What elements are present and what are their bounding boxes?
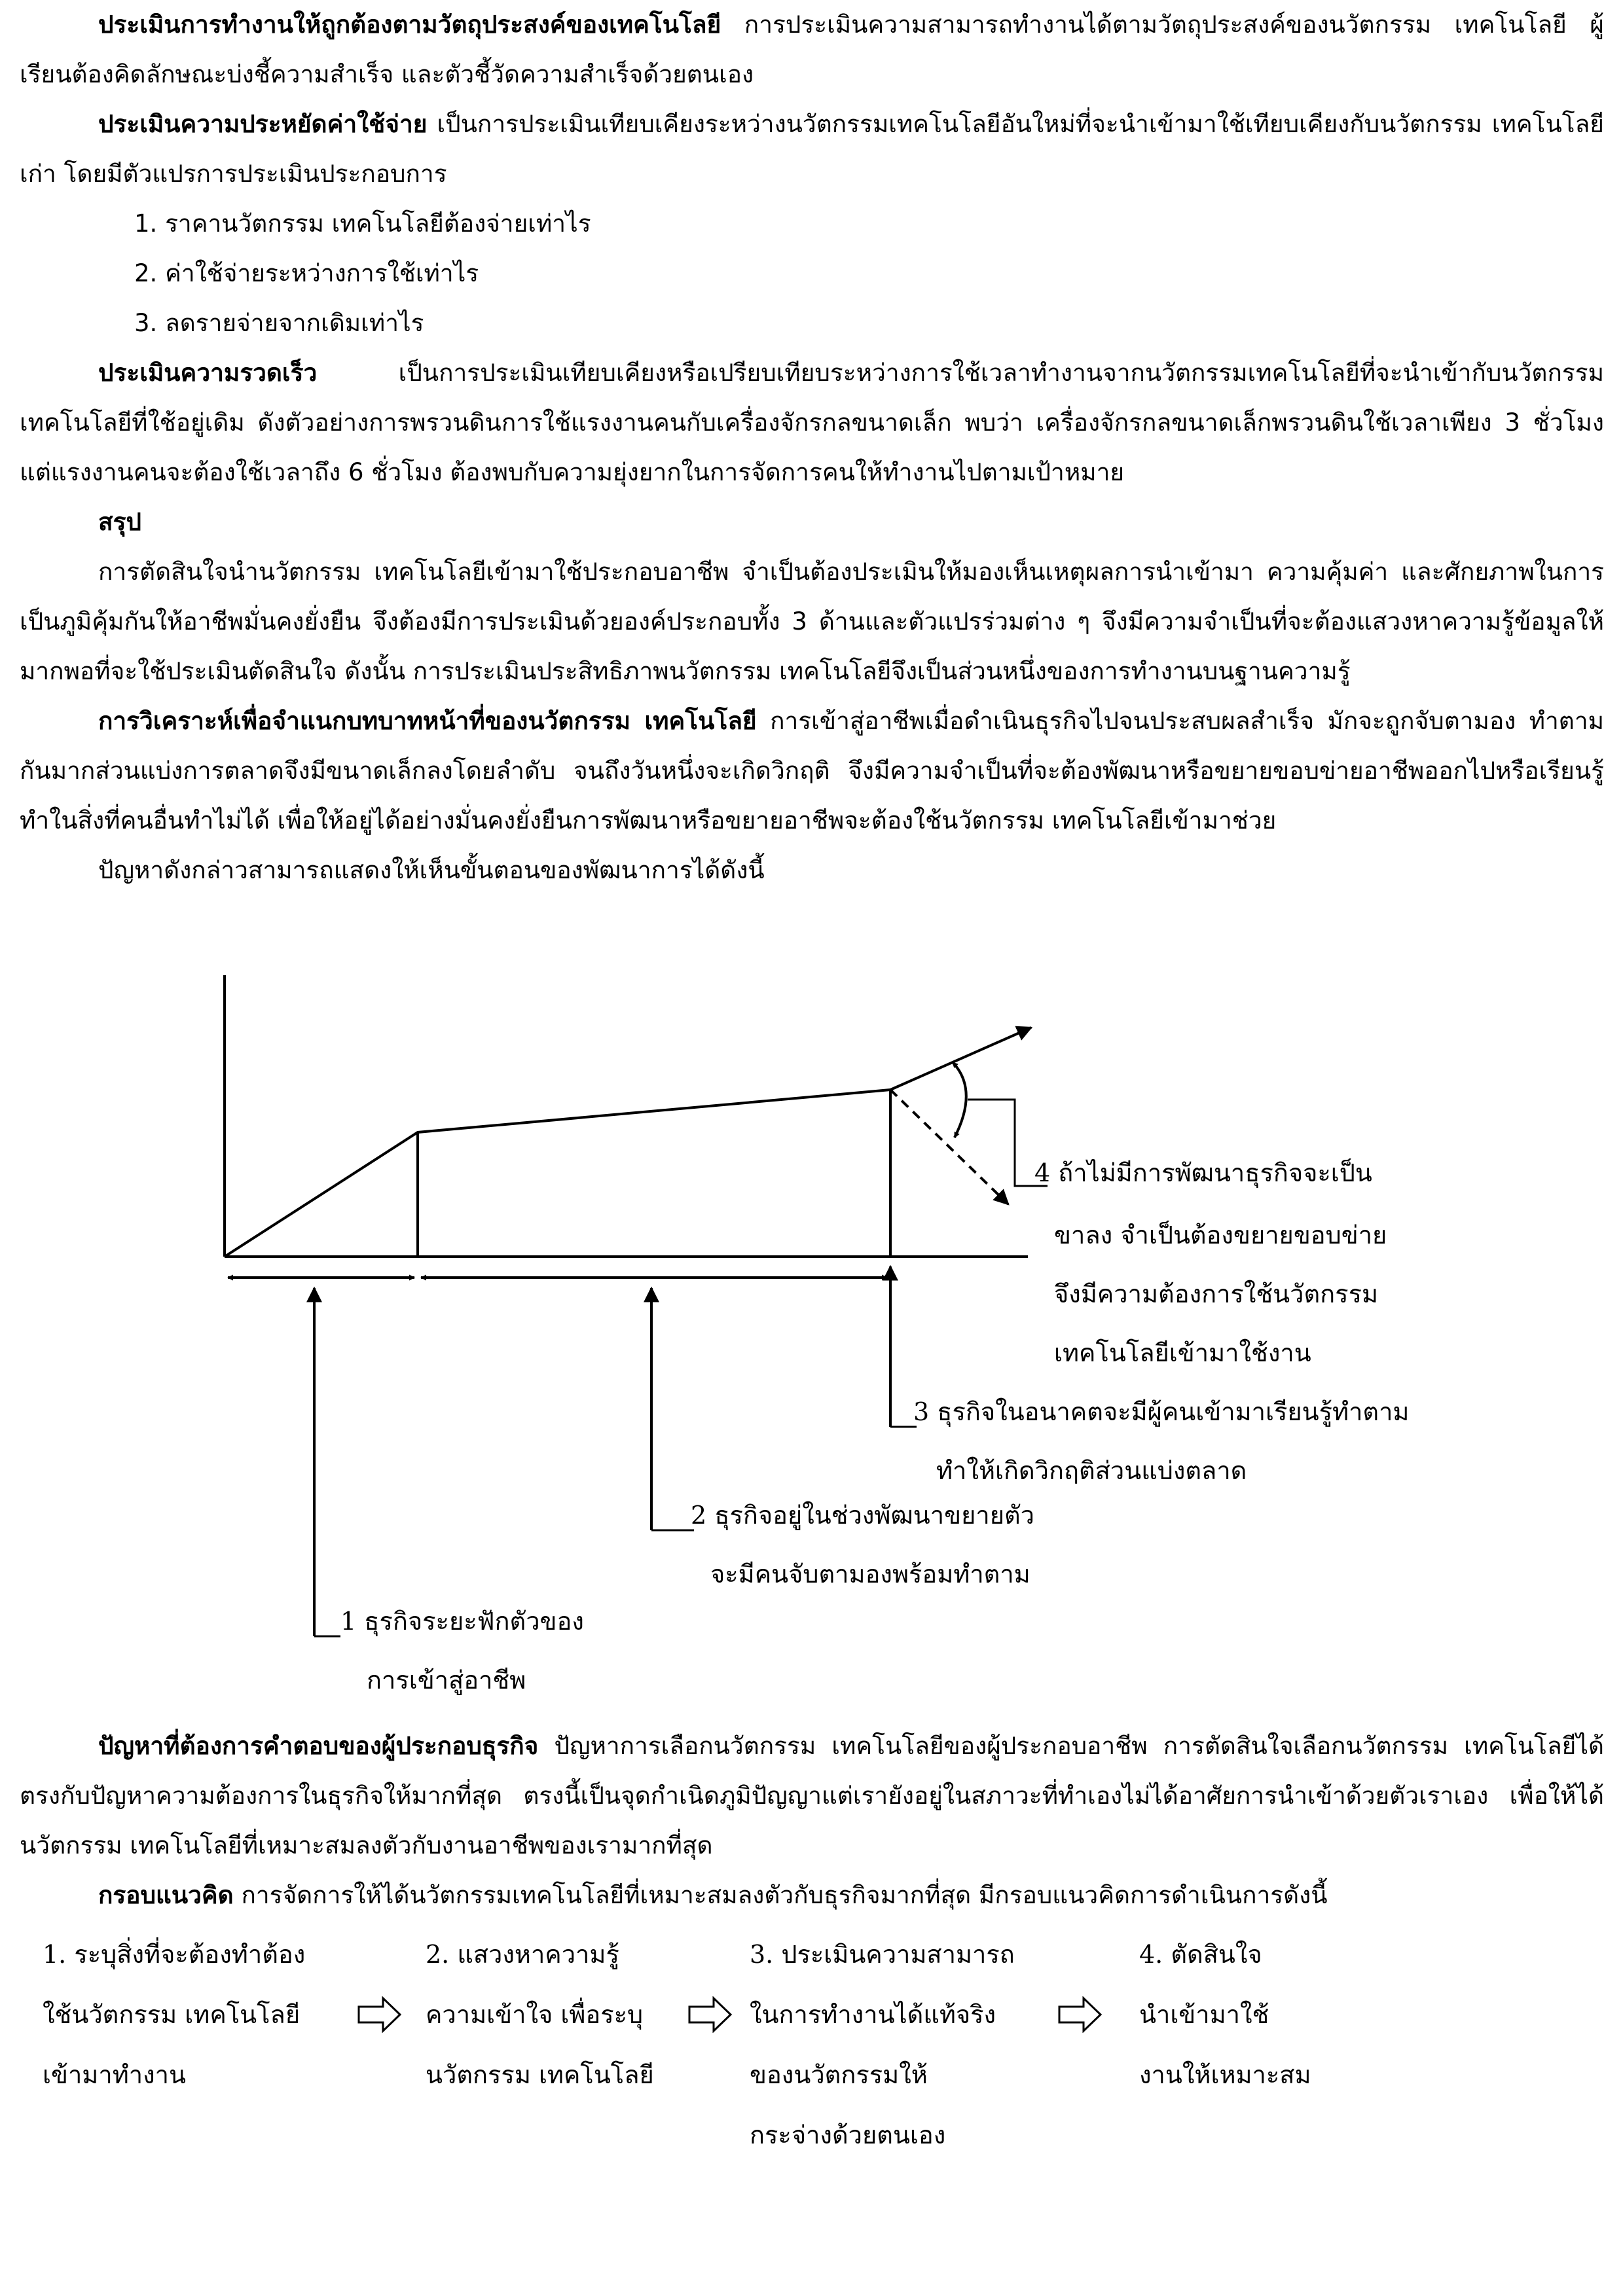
label-1-line-1: 1 ธุรกิจระยะฟักตัวของ — [340, 1607, 584, 1636]
flow-step-4-line-2: นำเข้ามาใช้ — [1139, 2000, 1269, 2029]
cost-item-1: 1. ราคานวัตกรรม เทคโนโลยีต้องจ่ายเท่าไร — [134, 209, 591, 238]
flow-step-2 — [426, 1924, 654, 2105]
flow-step-1-line-2: ใช้นวัตกรรม เทคโนโลยี — [43, 2000, 301, 2029]
flow-step-3 — [750, 1924, 1015, 2165]
paragraph-problem — [20, 1721, 1604, 1871]
label-4-line-2: ขาลง จำเป็นต้องขยายขอบข่าย — [1054, 1221, 1387, 1249]
body-analysis: การเข้าสู่อาชีพเมื่อดำเนินธุรกิจไปจนประสบผลสำเร็จ มักจะถูกจับตามอง ทำตามกันมากส่วนแบ่งการตลาดจึงมีขนาดเล็กลงโดยลำดับ จนถึงวันหนึ่งจะเกิดวิกฤติ จึงมีความจำเป็นที่จะต้องพัฒนาหรือขยายขอบข่ายอาชีพออกไปหรือเรียนรู้ทำในสิ่งที่คนอื่นทำไม่ได้ เพื่อให้อยู่ได้อย่างมั่นคงยั่งยืนการพัฒนาหรือขยายอาชีพจะต้องใช้นวัตกรรม เทคโนโลยีเข้ามาช่วย — [20, 707, 1604, 834]
framework-flow — [0, 1924, 1623, 2173]
flow-step-3-line-1: 3. ประเมินความสามารถ — [750, 1940, 1015, 1969]
label-2-line-1: 2 ธุรกิจอยู่ในช่วงพัฒนาขยายตัว — [691, 1501, 1034, 1530]
flow-step-4-line-3: งานให้เหมาะสม — [1139, 2060, 1311, 2089]
label-3-line-2: ทำให้เกิดวิกฤติส่วนแบ่งตลาด — [936, 1456, 1247, 1485]
label-4-line-3: จึงมีความต้องการใช้นวัตกรรม — [1054, 1280, 1379, 1308]
heading-problem: ปัญหาที่ต้องการคำตอบของผู้ประกอบธุรกิจ — [98, 1732, 539, 1760]
flow-step-4-line-1: 4. ตัดสินใจ — [1139, 1940, 1262, 1969]
flow-step-1-line-3: เข้ามาทำงาน — [43, 2060, 186, 2089]
decline-arrow — [890, 1090, 1008, 1204]
development-diagram — [0, 975, 1623, 1708]
body-cost: เป็นการประเมินเทียบเคียงระหว่างนวัตกรรมเทคโนโลยีอันใหม่ที่จะนำเข้ามาใช้เทียบเคียงกับนวัตกรรม เทคโนโลยีเก่า โดยมีตัวแปรการประเมินประกอบการ — [20, 110, 1604, 188]
cost-item-2: 2. ค่าใช้จ่ายระหว่างการใช้เท่าไร — [134, 259, 479, 287]
body-framework: การจัดการให้ได้นวัตกรรมเทคโนโลยีที่เหมาะสมลงตัวกับธุรกิจมากที่สุด มีกรอบแนวคิดการดำเนินการดังนี้ — [233, 1881, 1328, 1909]
heading-effectiveness: ประเมินการทำงานให้ถูกต้องตามวัตถุประสงค์ของเทคโนโลยี — [98, 10, 721, 39]
text-block-bottom — [20, 1721, 1604, 1920]
label-4-line-4: เทคโนโลยีเข้ามาใช้งาน — [1054, 1338, 1311, 1367]
angle-arc — [953, 1062, 966, 1138]
heading-analysis: การวิเคราะห์เพื่อจำแนกบทบาทหน้าที่ของนวัตกรรม เทคโนโลยี — [98, 707, 757, 735]
heading-speed: ประเมินความรวดเร็ว — [98, 359, 318, 387]
flow-step-3-line-2: ในการทำงานได้แท้จริง — [750, 2000, 996, 2029]
text-block-top — [20, 0, 1604, 895]
summary-paragraph: การตัดสินใจนำนวัตกรรม เทคโนโลยีเข้ามาใช้ประกอบอาชีพ จำเป็นต้องประเมินให้มองเห็นเหตุผลการนำเข้ามา ความคุ้มค่า และศักยภาพในการเป็นภูมิคุ้มกันให้อาชีพมั่นคงยั่งยืน จึงต้องมีการประเมินด้วยองค์ประกอบทั้ง 3 ด้านและตัวแปรร่วมต่าง ๆ จึงมีความจำเป็นที่จะต้องแสวงหาความรู้ข้อมูลให้มากพอที่จะใช้ประเมินตัดสินใจ ดังนั้น การประเมินประสิทธิภาพนวัตกรรม เทคโนโลยีจึงเป็นส่วนหนึ่งของการทำงานบนฐานความรู้ — [20, 558, 1604, 685]
heading-framework: กรอบแนวคิด — [98, 1881, 234, 1909]
paragraph-framework — [20, 1871, 1604, 1920]
paragraph-cost — [20, 99, 1604, 199]
label-3-line-1: 3 ธุรกิจในอนาคตจะมีผู้คนเข้ามาเรียนรู้ทำตาม — [913, 1397, 1410, 1426]
label-4-line-1: 4 ถ้าไม่มีการพัฒนาธุรกิจจะเป็น — [1034, 1158, 1372, 1187]
flow-arrow-3-icon — [1057, 1996, 1103, 2033]
label-1-line-2: การเข้าสู่อาชีพ — [367, 1666, 526, 1695]
flow-step-3-line-4: กระจ่างด้วยตนเอง — [750, 2121, 946, 2149]
flow-step-4 — [1139, 1924, 1311, 2105]
label-2-line-2: จะมีคนจับตามองพร้อมทำตาม — [710, 1560, 1030, 1588]
heading-cost: ประเมินความประหยัดค่าใช้จ่าย — [98, 110, 428, 138]
flow-step-1 — [43, 1924, 305, 2105]
flow-step-3-line-3: ของนวัตกรรมให้ — [750, 2060, 928, 2089]
paragraph-analysis — [20, 696, 1604, 846]
cost-item-3: 3. ลดรายจ่ายจากเดิมเท่าไร — [134, 309, 424, 337]
flow-step-2-line-3: นวัตกรรม เทคโนโลยี — [426, 2060, 654, 2089]
paragraph-effectiveness — [20, 0, 1604, 99]
body-problem: ปัญหาการเลือกนวัตกรรม เทคโนโลยีของผู้ประกอบอาชีพ การตัดสินใจเลือกนวัตกรรม เทคโนโลยีได้ตรงกับปัญหาความต้องการในธุรกิจให้มากที่สุด ตรงนี้เป็นจุดกำเนิดภูมิปัญญาแต่เรายังอยู่ในสภาวะที่ทำเองไม่ได้อาศัยการนำเข้าด้วยตัวเราเอง เพื่อให้ได้นวัตกรรม เทคโนโลยีที่เหมาะสมลงตัวกับงานอาชีพของเรามากที่สุด — [20, 1732, 1604, 1859]
diagram-intro: ปัญหาดังกล่าวสามารถแสดงให้เห็นขั้นตอนของพัฒนาการได้ดังนี้ — [98, 856, 765, 884]
paragraph-speed — [20, 348, 1604, 497]
body-speed: เป็นการประเมินเทียบเคียงหรือเปรียบเทียบระหว่างการใช้เวลาทำงานจากนวัตกรรมเทคโนโลยีที่จะนำเข้ากับนวัตกรรม เทคโนโลยีที่ใช้อยู่เดิม ดังตัวอย่างการพรวนดินการใช้แรงงานคนกับเครื่องจักรกลขนาดเล็ก พบว่า เครื่องจักรกลขนาดเล็กพรวนดินใช้เวลาเพียง 3 ชั่วโมง แต่แรงงานคนจะต้องใช้เวลาถึง 6 ชั่วโมง ต้องพบกับความยุ่งยากในการจัดการคนให้ทำงานไปตามเป้าหมาย — [20, 359, 1604, 486]
flow-arrow-2-icon — [687, 1996, 733, 2033]
flow-step-2-line-2: ความเข้าใจ เพื่อระบุ — [426, 2000, 644, 2029]
body-effectiveness: การประเมินความสามารถทำงานได้ตามวัตถุประสงค์ของนวัตกรรม เทคโนโลยี ผู้เรียนต้องคิดลักษณะบ่งชี้ความสำเร็จ และตัวชี้วัดความสำเร็จด้วยตนเอง — [20, 10, 1604, 88]
expansion-arrow — [890, 1028, 1031, 1090]
growth-curve — [225, 1090, 890, 1257]
flow-arrow-1-icon — [357, 1996, 403, 2033]
summary-heading: สรุป — [98, 508, 141, 536]
flow-step-1-line-1: 1. ระบุสิ่งที่จะต้องทำต้อง — [43, 1940, 306, 1969]
flow-step-2-line-1: 2. แสวงหาความรู้ — [426, 1940, 619, 1969]
